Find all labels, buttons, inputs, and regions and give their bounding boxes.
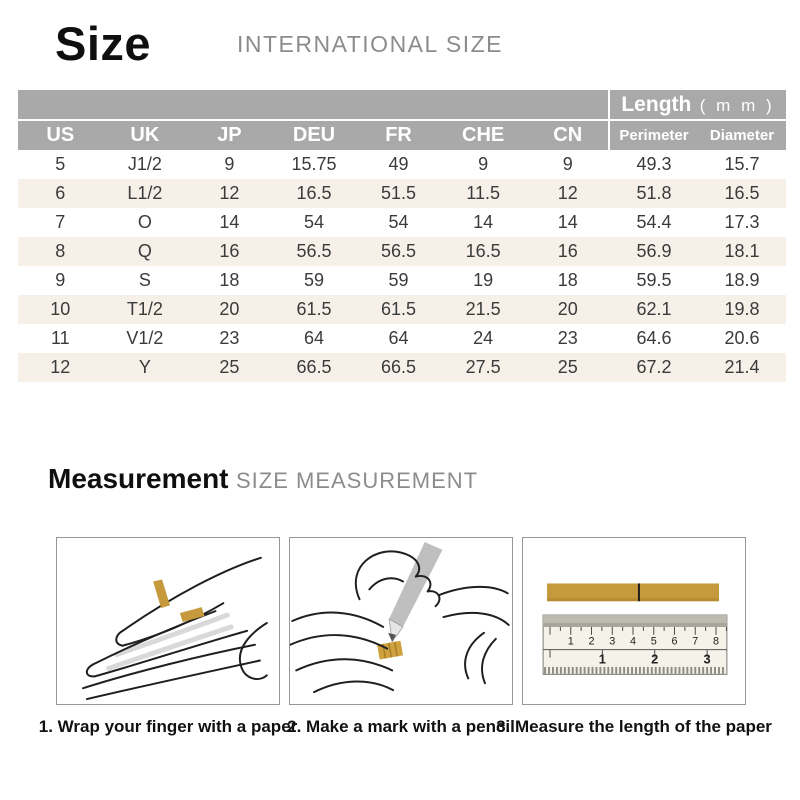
length-unit-label: ( m m ) <box>699 95 775 115</box>
column-header: FR <box>385 124 412 146</box>
table-cell: 10 <box>50 299 71 319</box>
table-cell: 16.5 <box>296 183 332 203</box>
table-cell: 14 <box>473 212 494 232</box>
table-cell: 12 <box>219 183 240 203</box>
table-cell: 19.8 <box>724 299 760 319</box>
column-header: CHE <box>462 124 505 146</box>
table-row <box>18 208 786 237</box>
table-cell: 67.2 <box>636 357 672 377</box>
table-cell: 18 <box>557 270 578 290</box>
step-3-caption: 3. Measure the length of the paper <box>496 717 772 736</box>
step-2-caption: 2. Make a mark with a pencil <box>287 717 515 736</box>
table-cell: 11.5 <box>466 183 500 203</box>
measurement-section-subtitle: SIZE MEASUREMENT <box>236 468 479 493</box>
pencil-body <box>389 542 442 627</box>
size-section-subtitle: INTERNATIONAL SIZE <box>237 31 503 57</box>
table-cell: Q <box>137 241 152 261</box>
column-header: Perimeter <box>619 127 689 144</box>
table-cell: 51.8 <box>636 183 672 203</box>
ruler-illustration <box>522 537 746 705</box>
table-cell: 18 <box>219 270 240 290</box>
measurement-step-1 <box>38 537 298 737</box>
table-cell: 9 <box>224 154 235 174</box>
table-cell: 8 <box>55 241 66 261</box>
column-header: UK <box>130 124 160 146</box>
wrap-finger-illustration <box>56 537 280 705</box>
table-cell: 17.3 <box>724 212 760 232</box>
table-cell: 23 <box>557 328 578 348</box>
column-header: Diameter <box>709 127 775 144</box>
paper-strip-piece <box>153 580 170 609</box>
table-cell: 62.1 <box>636 299 672 319</box>
table-cell: 12 <box>50 357 71 377</box>
table-cell: 49.3 <box>636 154 672 174</box>
table-row <box>18 353 786 382</box>
table-header-group-row <box>18 90 786 121</box>
table-cell: 12 <box>557 183 578 203</box>
table-cell: 15.7 <box>724 154 760 174</box>
table-row <box>18 150 786 179</box>
table-cell: 49 <box>388 154 409 174</box>
table-cell: 61.5 <box>381 299 417 319</box>
table-cell: 56.5 <box>296 241 332 261</box>
table-cell: 59 <box>303 270 324 290</box>
ruler-cm-number: 8 <box>712 635 720 648</box>
ruler-cm-number: 4 <box>629 635 637 648</box>
measurement-steps <box>38 537 772 737</box>
table-cell: 51.5 <box>381 183 417 203</box>
ruler-cm-number: 1 <box>567 635 574 648</box>
length-group-header <box>610 93 786 117</box>
table-header <box>18 90 786 150</box>
ruler-cm-number: 7 <box>692 635 699 648</box>
table-cell: 15.75 <box>291 154 337 174</box>
ruler <box>543 615 727 674</box>
international-size-table <box>18 90 786 382</box>
table-cell: 66.5 <box>296 357 332 377</box>
table-cell: 61.5 <box>296 299 332 319</box>
table-cell: 16 <box>557 241 578 261</box>
column-header: US <box>46 124 75 146</box>
table-cell: 7 <box>55 212 66 232</box>
table-cell: 64 <box>303 328 324 348</box>
table-column-headers <box>18 121 786 150</box>
table-cell: S <box>138 270 151 290</box>
table-cell: 21.4 <box>724 357 760 377</box>
table-cell: 14 <box>557 212 578 232</box>
table-cell: T1/2 <box>126 299 163 319</box>
table-cell: 20 <box>557 299 578 319</box>
column-header: CN <box>553 124 583 146</box>
table-cell: L1/2 <box>127 183 163 203</box>
table-cell: 14 <box>219 212 240 232</box>
table-cell: 20 <box>219 299 240 319</box>
table-cell: 18.1 <box>724 241 760 261</box>
table-cell: 19 <box>473 270 494 290</box>
table-cell: 56.9 <box>636 241 672 261</box>
table-cell: 54.4 <box>636 212 672 232</box>
table-row <box>18 295 786 324</box>
table-cell: 16.5 <box>465 241 501 261</box>
ruler-inch-number: 2 <box>651 651 659 667</box>
table-cell: 64.6 <box>636 328 672 348</box>
ruler-cm-number: 3 <box>609 635 616 648</box>
length-label: Length <box>621 92 692 116</box>
table-cell: 9 <box>562 154 573 174</box>
table-cell: 16 <box>219 241 240 261</box>
table-cell: 20.6 <box>724 328 760 348</box>
header-vertical-divider <box>608 90 610 150</box>
ruler-inch-number: 1 <box>598 651 606 667</box>
table-cell: 54 <box>388 212 409 232</box>
table-cell: O <box>137 212 152 232</box>
table-cell: 64 <box>388 328 409 348</box>
table-cell: 66.5 <box>381 357 417 377</box>
table-cell: 27.5 <box>465 357 501 377</box>
step-1-caption: 1. Wrap your finger with a paper <box>38 717 298 736</box>
table-cell: V1/2 <box>126 328 164 348</box>
size-table-body <box>18 150 786 382</box>
table-cell: 25 <box>219 357 240 377</box>
table-cell: 25 <box>557 357 578 377</box>
table-cell: J1/2 <box>127 154 162 174</box>
measurement-step-3 <box>496 537 772 737</box>
gold-paper-band <box>377 641 403 660</box>
table-cell: 11 <box>50 328 70 348</box>
table-cell: 56.5 <box>381 241 417 261</box>
column-header: JP <box>217 124 242 146</box>
table-cell: 59 <box>388 270 409 290</box>
table-cell: 16.5 <box>724 183 760 203</box>
table-cell: 54 <box>303 212 324 232</box>
measurement-section-title: Measurement <box>48 463 229 494</box>
table-cell: 6 <box>55 183 66 203</box>
table-row <box>18 179 786 208</box>
table-row <box>18 237 786 266</box>
size-section-title: Size <box>55 17 152 70</box>
measurement-step-2 <box>289 537 513 737</box>
table-cell: 9 <box>55 270 66 290</box>
table-row <box>18 266 786 295</box>
pencil-mark-illustration <box>289 537 513 705</box>
table-cell: Y <box>138 357 151 377</box>
ruler-cm-number: 2 <box>588 635 595 648</box>
table-cell: 21.5 <box>465 299 501 319</box>
ruler-cm-number: 5 <box>650 635 657 648</box>
ruler-cm-number: 6 <box>671 635 678 648</box>
column-header: DEU <box>292 124 336 146</box>
table-cell: 5 <box>55 154 66 174</box>
ruler-inch-number: 3 <box>703 651 711 667</box>
table-cell: 9 <box>478 154 489 174</box>
table-cell: 59.5 <box>636 270 672 290</box>
table-cell: 18.9 <box>724 270 760 290</box>
table-cell: 23 <box>219 328 240 348</box>
table-row <box>18 324 786 353</box>
table-cell: 24 <box>473 328 494 348</box>
